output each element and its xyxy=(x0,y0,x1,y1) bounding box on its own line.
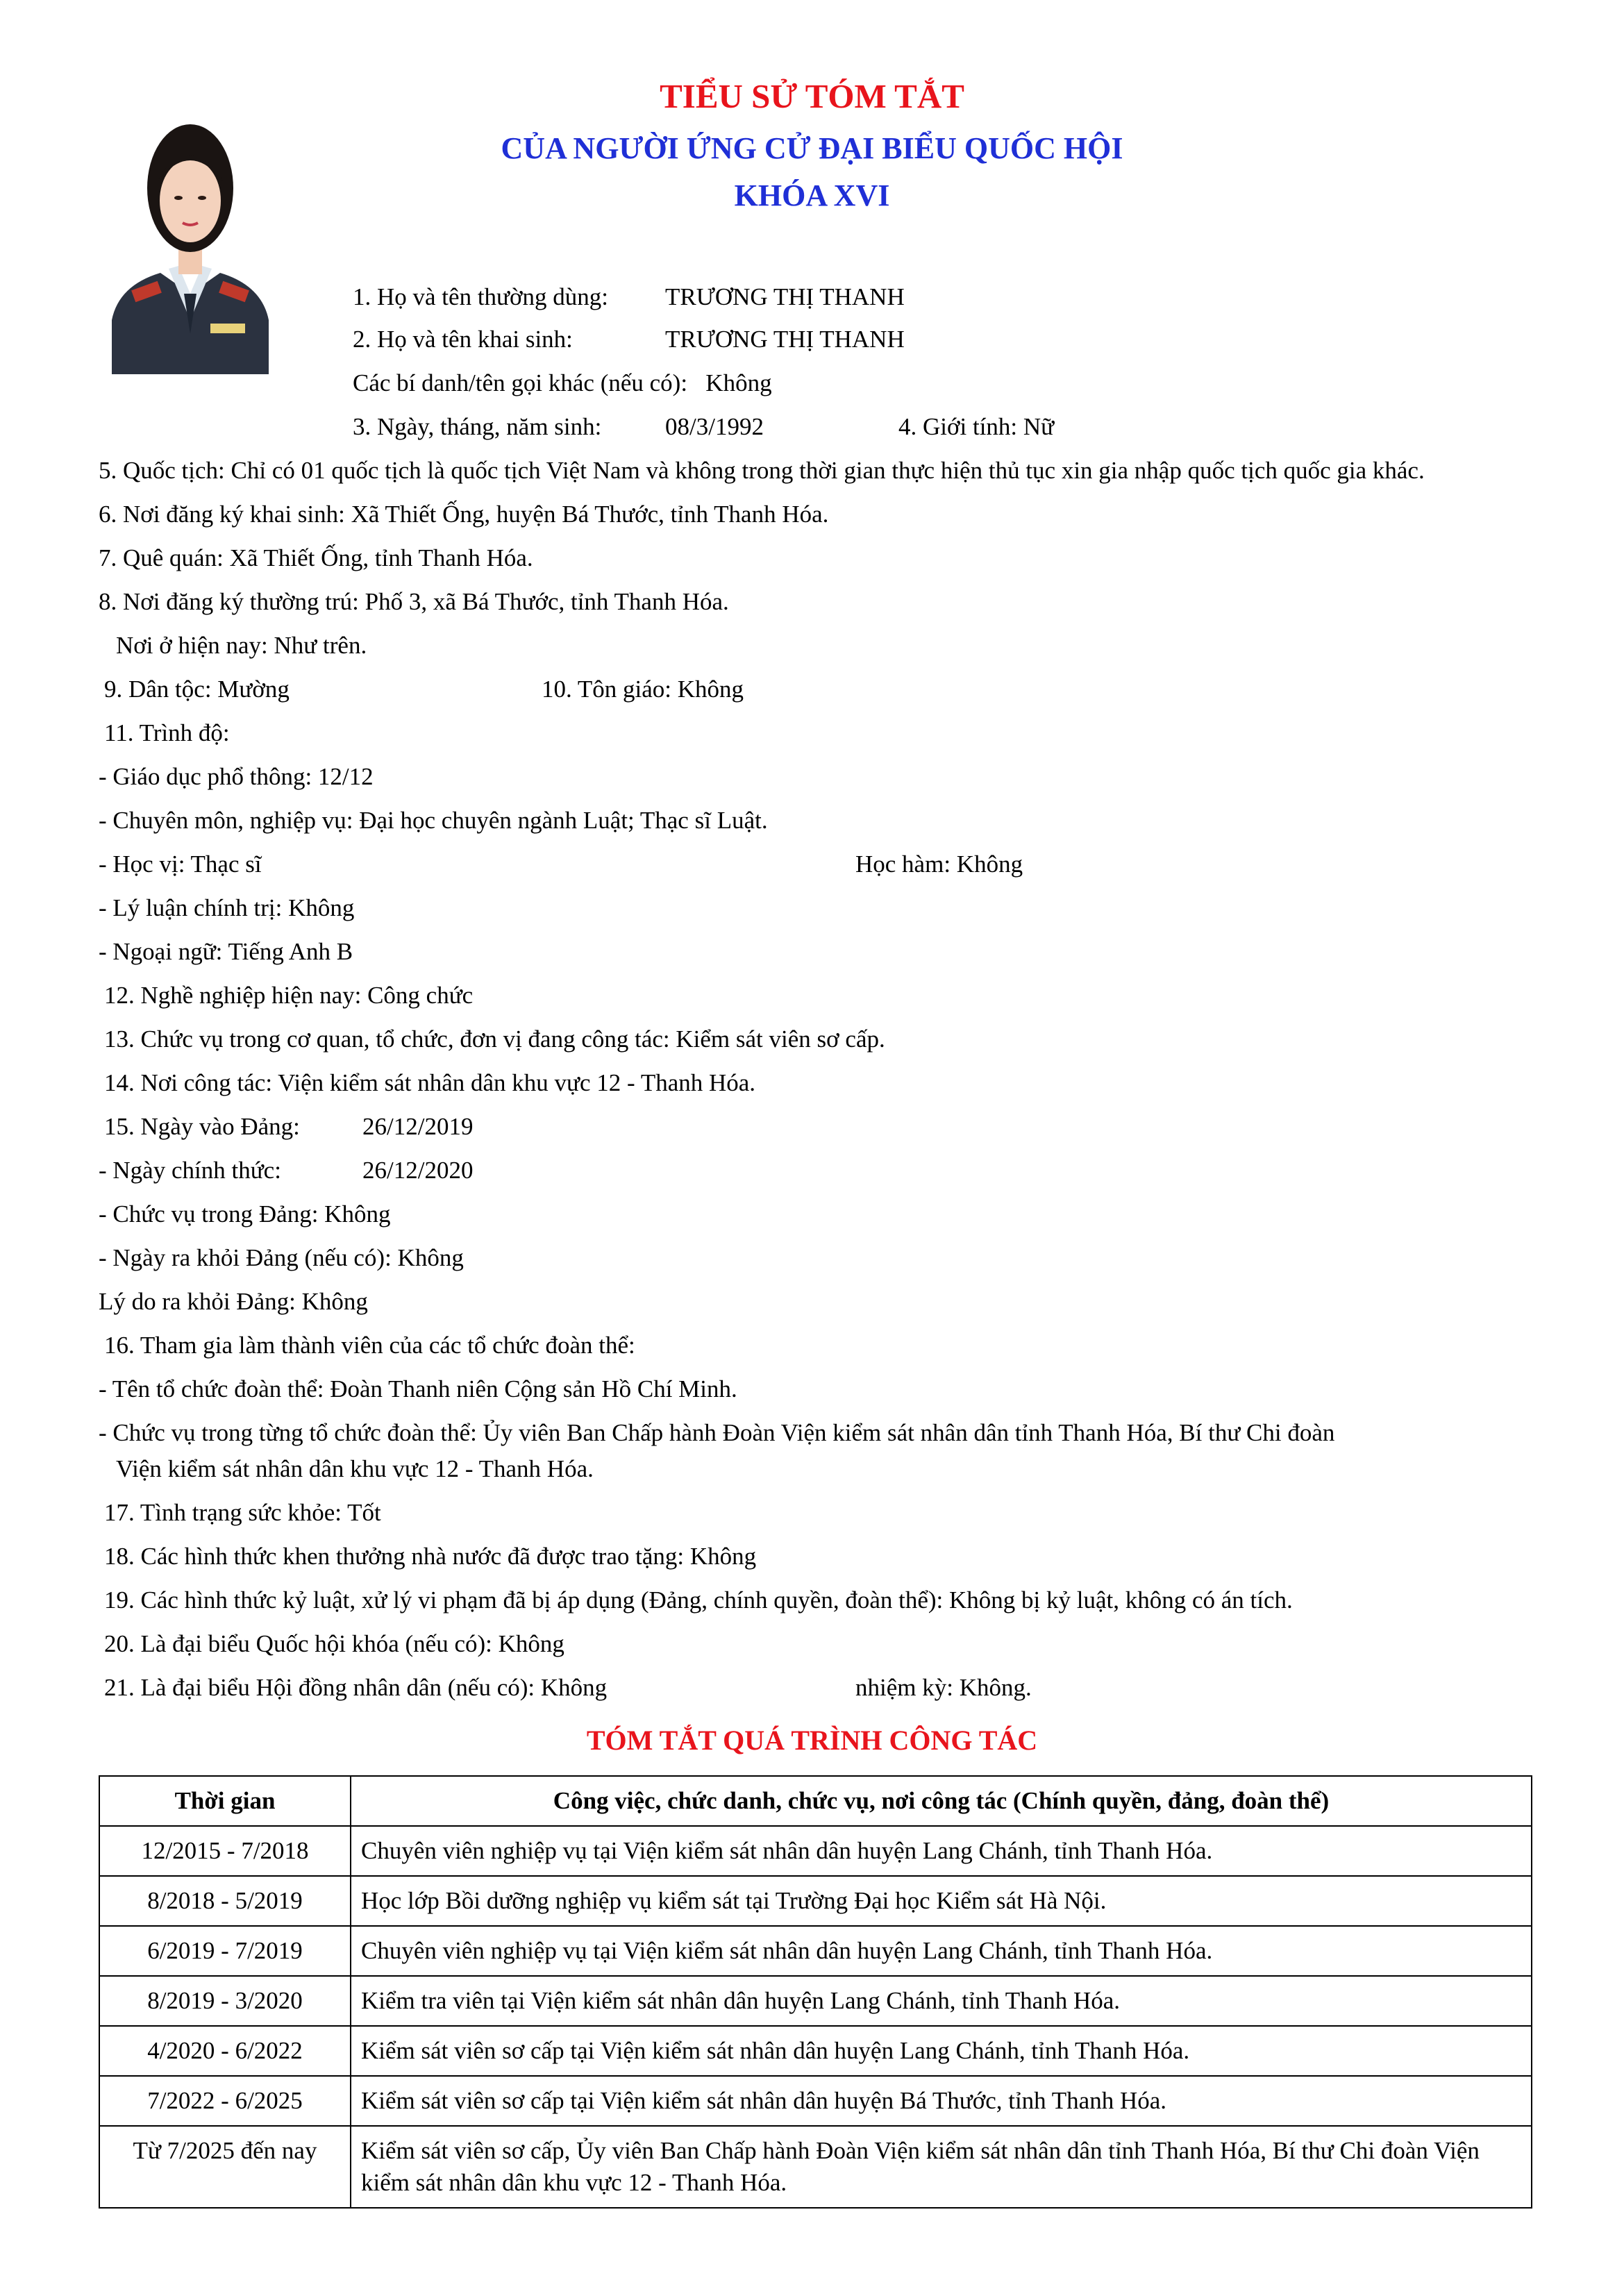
field-current-residence: Nơi ở hiện nay: Như trên. xyxy=(116,632,367,659)
table-row xyxy=(99,2126,1532,2208)
field-organization-position: - Chức vụ trong từng tổ chức đoàn thể: Ủy viên Ban Chấp hành Đoàn Viện kiểm sát nhân dân tỉnh Thanh Hóa, Bí thư Chi đoàn xyxy=(99,1419,1335,1446)
field-workplace: 14. Nơi công tác: Viện kiểm sát nhân dân khu vực 12 - Thanh Hóa. xyxy=(104,1069,756,1096)
field-permanent-residence: 8. Nơi đăng ký thường trú: Phố 3, xã Bá Thước, tỉnh Thanh Hóa. xyxy=(99,588,729,615)
field-common-name-value: TRƯƠNG THỊ THANH xyxy=(665,283,905,310)
field-party-join-value: 26/12/2019 xyxy=(362,1113,474,1140)
field-organization-position-cont: Viện kiểm sát nhân dân khu vực 12 - Thanh Hóa. xyxy=(116,1455,594,1482)
portrait-photo-icon xyxy=(112,112,269,374)
field-education-heading: 11. Trình độ: xyxy=(104,719,230,746)
table-row xyxy=(99,2076,1532,2126)
field-organization-name: - Tên tổ chức đoàn thể: Đoàn Thanh niên Cộng sản Hồ Chí Minh. xyxy=(99,1375,737,1402)
table-row xyxy=(99,1876,1532,1926)
field-na-delegate: 20. Là đại biểu Quốc hội khóa (nếu có): Không xyxy=(104,1630,564,1657)
field-ethnicity: 9. Dân tộc: Mường xyxy=(104,676,290,703)
row-time: 8/2019 - 3/2020 xyxy=(99,1976,351,2026)
table-row xyxy=(99,1926,1532,1976)
row-time: 7/2022 - 6/2025 xyxy=(99,2076,351,2126)
table-row xyxy=(99,1826,1532,1876)
field-degree: - Học vị: Thạc sĩ xyxy=(99,850,262,878)
table-row xyxy=(99,2026,1532,2076)
field-profession: - Chuyên môn, nghiệp vụ: Đại học chuyên ngành Luật; Thạc sĩ Luật. xyxy=(99,807,768,834)
row-time: 4/2020 - 6/2022 xyxy=(99,2026,351,2076)
work-history-title: TÓM TẮT QUÁ TRÌNH CÔNG TÁC xyxy=(586,1725,1038,1756)
field-academic-title: Học hàm: Không xyxy=(855,850,1023,878)
row-time: Từ 7/2025 đến nay xyxy=(99,2126,351,2208)
field-dob-value: 08/3/1992 xyxy=(665,413,764,440)
header-time: Thời gian xyxy=(99,1776,351,1826)
field-birth-name-label: 2. Họ và tên khai sinh: xyxy=(353,326,573,353)
field-foreign-language: - Ngoại ngữ: Tiếng Anh B xyxy=(99,938,353,965)
row-time: 6/2019 - 7/2019 xyxy=(99,1926,351,1976)
field-aliases: Các bí danh/tên gọi khác (nếu có): Không xyxy=(353,369,772,396)
field-council-delegate: 21. Là đại biểu Hội đồng nhân dân (nếu có): Không xyxy=(104,1674,608,1701)
field-birth-registration: 6. Nơi đăng ký khai sinh: Xã Thiết Ống, huyện Bá Thước, tỉnh Thanh Hóa. xyxy=(99,501,829,528)
row-description: Chuyên viên nghiệp vụ tại Viện kiểm sát nhân dân huyện Lang Chánh, tỉnh Thanh Hóa. xyxy=(351,1926,1532,1976)
field-health: 17. Tình trạng sức khỏe: Tốt xyxy=(104,1499,381,1526)
field-nationality: 5. Quốc tịch: Chỉ có 01 quốc tịch là quốc tịch Việt Nam và không trong thời gian thực hiện thủ tục xin gia nhập quốc tịch quốc gia khác. xyxy=(99,457,1425,484)
row-description: Kiểm sát viên sơ cấp tại Viện kiểm sát nhân dân huyện Bá Thước, tỉnh Thanh Hóa. xyxy=(351,2076,1532,2126)
field-position: 13. Chức vụ trong cơ quan, tổ chức, đơn vị đang công tác: Kiểm sát viên sơ cấp. xyxy=(104,1025,885,1053)
field-dob-label: 3. Ngày, tháng, năm sinh: xyxy=(353,413,602,440)
work-history-table xyxy=(99,1775,1532,2209)
row-time: 12/2015 - 7/2018 xyxy=(99,1826,351,1876)
field-party-leave-reason: Lý do ra khỏi Đảng: Không xyxy=(99,1288,368,1315)
field-party-leave-date: - Ngày ra khỏi Đảng (nếu có): Không xyxy=(99,1244,464,1271)
field-party-official-value: 26/12/2020 xyxy=(362,1157,474,1184)
field-discipline: 19. Các hình thức kỷ luật, xử lý vi phạm đã bị áp dụng (Đảng, chính quyền, đoàn thể): Không bị kỷ luật, không có án tích. xyxy=(104,1586,1293,1614)
field-party-join-label: 15. Ngày vào Đảng: xyxy=(104,1113,300,1140)
row-description: Kiểm sát viên sơ cấp tại Viện kiểm sát nhân dân huyện Lang Chánh, tỉnh Thanh Hóa. xyxy=(351,2026,1532,2076)
field-hometown: 7. Quê quán: Xã Thiết Ống, tỉnh Thanh Hóa. xyxy=(99,544,533,571)
row-description: Kiểm tra viên tại Viện kiểm sát nhân dân huyện Lang Chánh, tỉnh Thanh Hóa. xyxy=(351,1976,1532,2026)
table-header-row xyxy=(99,1776,1532,1826)
field-general-education: - Giáo dục phổ thông: 12/12 xyxy=(99,763,374,790)
row-description: Chuyên viên nghiệp vụ tại Viện kiểm sát nhân dân huyện Lang Chánh, tỉnh Thanh Hóa. xyxy=(351,1826,1532,1876)
header-description: Công việc, chức danh, chức vụ, nơi công tác (Chính quyền, đảng, đoàn thể) xyxy=(351,1776,1532,1826)
document-subtitle: CỦA NGƯỜI ỨNG CỬ ĐẠI BIỂU QUỐC HỘI xyxy=(501,131,1123,165)
field-party-position: - Chức vụ trong Đảng: Không xyxy=(99,1200,391,1227)
field-awards: 18. Các hình thức khen thưởng nhà nước đã được trao tặng: Không xyxy=(104,1543,757,1570)
field-organizations: 16. Tham gia làm thành viên của các tổ chức đoàn thể: xyxy=(104,1332,635,1359)
field-common-name-label: 1. Họ và tên thường dùng: xyxy=(353,283,608,310)
row-description: Học lớp Bồi dưỡng nghiệp vụ kiểm sát tại Trường Đại học Kiểm sát Hà Nội. xyxy=(351,1876,1532,1926)
field-political-theory: - Lý luận chính trị: Không xyxy=(99,894,355,921)
field-birth-name-value: TRƯƠNG THỊ THANH xyxy=(665,326,905,353)
table-row xyxy=(99,1976,1532,2026)
field-council-term: nhiệm kỳ: Không. xyxy=(855,1674,1032,1701)
document-title: TIỂU SỬ TÓM TẮT xyxy=(660,77,964,115)
row-description: Kiểm sát viên sơ cấp, Ủy viên Ban Chấp hành Đoàn Viện kiểm sát nhân dân tỉnh Thanh Hóa, Bí thư Chi đoàn Viện kiểm sát nhân dân khu vực 12 - Thanh Hóa. xyxy=(351,2126,1532,2208)
field-gender: 4. Giới tính: Nữ xyxy=(898,413,1055,440)
document-term: KHÓA XVI xyxy=(734,178,890,212)
field-party-official-label: - Ngày chính thức: xyxy=(99,1157,281,1184)
field-occupation: 12. Nghề nghiệp hiện nay: Công chức xyxy=(104,982,474,1009)
row-time: 8/2018 - 5/2019 xyxy=(99,1876,351,1926)
field-religion: 10. Tôn giáo: Không xyxy=(542,676,744,703)
